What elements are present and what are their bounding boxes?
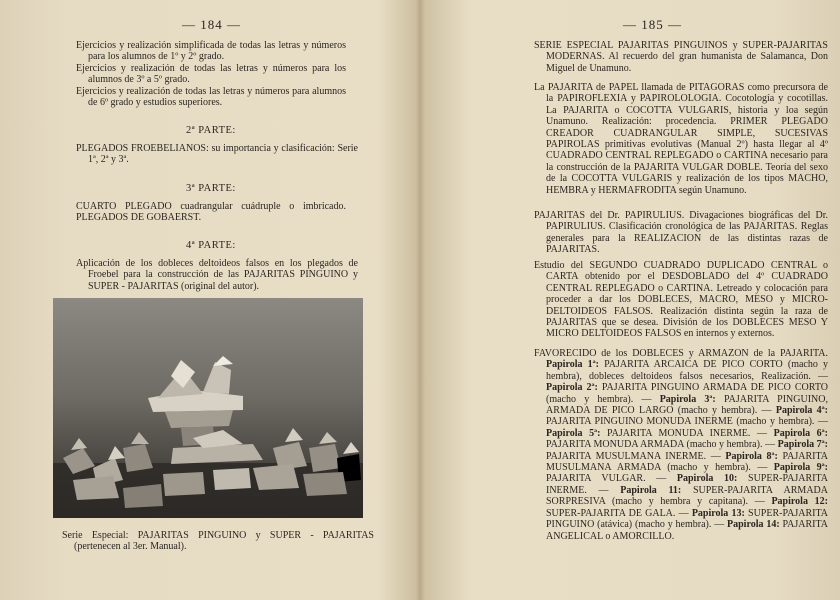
- papirolas-lead: FAVORECIDO de los DOBLECES y ARMAZON de la PAJARITA.: [534, 348, 828, 359]
- intro-item: Ejercicios y realización simplificada de todas las letras y números para los alumnos de 1º y 2º grado.: [76, 40, 346, 63]
- papirola-label: Papirola 6ª:: [773, 427, 829, 439]
- papirola-label: Papirola 8ª:: [725, 450, 778, 462]
- part3-heading: 3ª PARTE:: [186, 183, 236, 194]
- papirola-text: PAJARITA VULGAR. —: [546, 473, 677, 485]
- papirola-label: Papirola 7ª:: [777, 439, 828, 451]
- papirola-text: PAJARITA PINGUINO, ARMADA DE PICO LARGO (macho y hembra). —: [546, 393, 828, 417]
- papirola-text: PAJARITA PINGUINO ARMADA DE PICO CORTO (macho y hembra). —: [546, 382, 828, 405]
- page-number-left: — 184 —: [182, 17, 241, 32]
- papirola-label: Papirola 3ª:: [659, 393, 716, 405]
- right-paragraph: PAJARITAS del Dr. PAPIRULIUS. Divagaciones biográficas del Dr. PAPIRULIUS. Clasificación cronológica de las PAJARITAS. Reglas generales para la REALIZACION de las distintas razas de PAJARITAS.: [534, 210, 828, 256]
- intro-block: [76, 40, 346, 108]
- papirola-text: PAJARITA ARCAICA DE PICO CORTO (macho y hembra), dobleces deltoideos falsos necesarios, Realización. —: [546, 359, 828, 382]
- origami-photo: [53, 298, 363, 518]
- papirola-text: PAJARITA PINGUINO MONUDA INERME (macho y hembra). —: [546, 416, 828, 428]
- photo-caption: Serie Especial: PAJARITAS PINGUINO y SUPER - PAJARITAS (pertenecen al 3er. Manual).: [62, 530, 374, 553]
- right-paragraph: Estudio del SEGUNDO CUADRADO DUPLICADO CENTRAL o CARTA obtenido por el DESDOBLADO del 4º CUADRADO CENTRAL REPLEGADO o CARTINA. Letreado y colocación para proceder a dar los DOBLECES, MACRO, MESO y MICRO-DELTOIDEOS FALSOS. Realización distinta según la raza de PAJARITAS que se desea. División de los DOBLECES MESO Y MICRO DELTOIDEOS FALSOS en internos y externos.: [534, 260, 828, 340]
- part4-heading: 4ª PARTE:: [186, 240, 236, 251]
- papirola-label: Papirola 10:: [676, 473, 738, 485]
- papirolas-paragraph: [534, 348, 828, 542]
- papirola-label: Papirola 5ª:: [546, 427, 601, 439]
- right-paragraph: La PAJARITA de PAPEL llamada de PITAGORAS como precursora de la PAPIROFLEXIA y PAPIROLOLOGIA. Cocotología y cocotillas. La PAJARITA o COCOTTA VULGARIS, historia y loa según Unamuno. Realización: procedencia. PRIMER PLEGADO CREADOR CUADRANGULAR SIMPLE, SUCESIVAS PAPIROLAS primitivas evolutivas (Manual 2º) hasta llegar al 4º CUADRADO CENTRAL REPLEGADO o CARTINA necesario para la construcción de la PAJARITA VULGAR DOBLE. Teoría del sexo de la COCOTTA VULGARIS y realización de los tipos MACHO, HEMBRA y HERMAFRODITA según Unamuno.: [534, 82, 828, 196]
- papirola-label: Papirola 14:: [727, 519, 780, 531]
- papirola-label: Papirola 1ª:: [546, 359, 599, 371]
- papirola-text: PAJARITA MUSULMANA INERME. —: [546, 450, 726, 462]
- papirola-label: Papirola 11:: [620, 484, 682, 496]
- papirola-text: SUPER-PAJARITA DE GALA. —: [546, 507, 692, 519]
- papirola-label: Papirola 9ª:: [773, 462, 829, 474]
- papirola-label: Papirola 12:: [771, 496, 828, 508]
- part3-text: CUARTO PLEGADO cuadrangular cuádruple o imbricado. PLEGADOS DE GOBAERST.: [76, 201, 346, 224]
- part2-heading: 2ª PARTE:: [186, 125, 236, 136]
- part2-text: PLEGADOS FROEBELIANOS: su importancia y clasificación: Serie 1ª, 2ª y 3ª.: [76, 143, 358, 166]
- papirola-text: PAJARITA ANGELICAL o AMORCILLO.: [546, 519, 828, 542]
- intro-item: Ejercicios y realización de todas las letras y números para alumnos de 6º grado y estudios superiores.: [76, 85, 346, 109]
- papirola-text: SUPER-PAJARITA PINGUINO (atávica) (macho y hembra). —: [546, 507, 828, 531]
- papirola-label: Papirola 13:: [691, 507, 745, 519]
- origami-photo-illustration: [53, 298, 363, 518]
- papirola-text: SUPER-PAJARITA INERME. —: [546, 473, 828, 496]
- papirola-label: Papirola 2ª:: [546, 382, 598, 394]
- page-number-right: — 185 —: [623, 17, 682, 32]
- right-page: [420, 0, 840, 600]
- part4-text: Aplicación de los dobleces deltoideos falsos en los plegados de Froebel para la construcción de las PAJARITAS PINGUINO y SUPER - PAJARITAS (original del autor).: [76, 258, 358, 292]
- papirola-text: PAJARITA MONUDA ARMADA (macho y hembra). —: [546, 439, 778, 451]
- papirola-text: PAJARITA MONUDA INERME. —: [600, 427, 774, 439]
- intro-item: Ejercicios y realización de todas las letras y números para los alumnos de 3º a 5º grado.: [76, 62, 346, 86]
- papirola-text: SUPER-PAJARITA ARMADA SORPRESIVA (macho y hembra y capitana). —: [546, 484, 828, 508]
- papirolas-list: [546, 359, 828, 541]
- papirola-label: Papirola 4ª:: [775, 405, 828, 417]
- papirola-text: PAJARITA MUSULMANA ARMADA (macho y hembra). —: [546, 450, 829, 474]
- right-paragraph: SERIE ESPECIAL PAJARITAS PINGUINOS y SUPER-PAJARITAS MODERNAS. Al recuerdo del gran humanista de Salamanca, Don Miguel de Unamuno.: [534, 40, 828, 74]
